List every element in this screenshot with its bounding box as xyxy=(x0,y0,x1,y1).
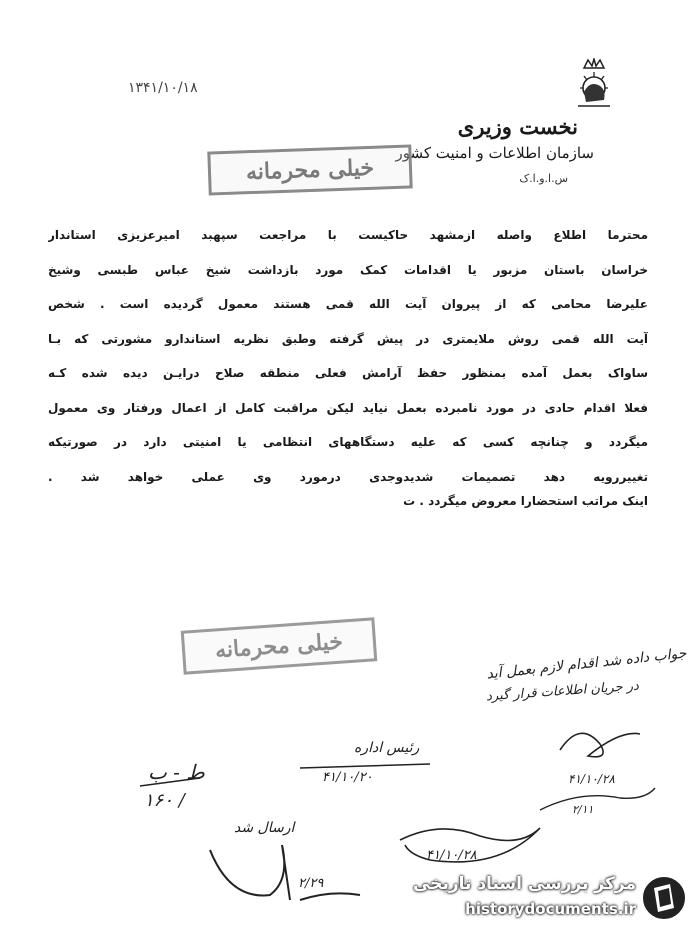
signature-scribble-right xyxy=(560,733,640,756)
document-number: ۱۳۴۱/۱۰/۱۸ xyxy=(128,80,198,96)
body-line: تغییررویه دهد تصمیمات شدیدوجدی درمورد وی عملی خواهد شد . xyxy=(48,469,648,484)
archive-watermark xyxy=(412,870,694,926)
ministry-title: نخست وزیری xyxy=(457,114,578,139)
handwritten-sent-label: ارسال شد xyxy=(234,820,295,836)
handwritten-label: رئیس اداره xyxy=(354,740,420,756)
organization-code: س.ا.و.ا.ک xyxy=(519,172,568,185)
body-line: علیرضا محامی که از پیروان آیت الله قمی هستند معمول گردیده است . شخص xyxy=(48,297,648,311)
signature-scribble-bottom xyxy=(400,828,540,862)
handwritten-date-bottom: ۴۱/۱۰/۲۸ xyxy=(426,848,477,863)
fraction-bar xyxy=(140,778,200,786)
handwritten-file-code: ط - ب xyxy=(148,760,205,784)
confidential-stamp-bottom: خیلی محرمانه xyxy=(181,617,378,674)
handwritten-date: ۴۱/۱۰/۲۰ xyxy=(322,770,373,785)
handwritten-date-right: ۴۱/۱۰/۲۸ xyxy=(568,772,615,786)
body-line: آیت الله قمی روش ملایمتری در پیش گرفته وطبق نظریه استاندارو مشورتی که بـا xyxy=(48,331,648,346)
body-line: محترما اطلاع واصله ازمشهد حاکیست با مراجعت سپهبد امیرعزیزی استاندار xyxy=(48,228,648,242)
body-line: خراسان باستان مزبور یا اقدامات کمک مورد بازداشت شیخ عباس طبسی وشیخ xyxy=(48,262,648,277)
handwritten-note-line1: جواب داده شد اقدام لازم بعمل آید xyxy=(485,645,688,683)
watermark-url: historydocuments.ir xyxy=(465,900,636,918)
handwritten-file-number: ۱۶۰ / xyxy=(144,790,185,811)
signature-underline-right xyxy=(540,788,655,810)
handwritten-date-right-small: ۲/۱۱ xyxy=(572,803,594,816)
handwritten-note-line2: در جریان اطلاعات قرار گیرد xyxy=(485,678,640,705)
body-line: ساواک بعمل آمده بمنظور حفظ آرامش فعلی منطقه صلاح درایـن دیده شده کـه xyxy=(48,366,648,380)
body-line: میگردد و چنانچه کسی که علیه دستگاههای انتظامی یا امنیتی دارد در صورتیکه xyxy=(48,435,648,449)
closing-line: اینک مراتب استحضارا معروض میگردد . ت xyxy=(403,494,648,508)
confidential-stamp-top: خیلی محرمانه xyxy=(207,144,412,195)
organization-subtitle: سازمان اطلاعات و امنیت کشور xyxy=(395,144,594,162)
watermark-name: مرکز بررسی اسناد تاریخی xyxy=(413,874,636,894)
handwritten-date-bottom-small: ۲/۲۹ xyxy=(298,876,324,891)
signature-large-bottom xyxy=(210,845,360,900)
archive-logo-icon xyxy=(640,874,688,922)
signature-line-middle xyxy=(300,764,430,768)
body-line: فعلا اقدام حادی در مورد نامبرده بعمل نیاید لیکن مراقبت کامل از اعمال ورفتار وی معمول xyxy=(48,400,648,415)
